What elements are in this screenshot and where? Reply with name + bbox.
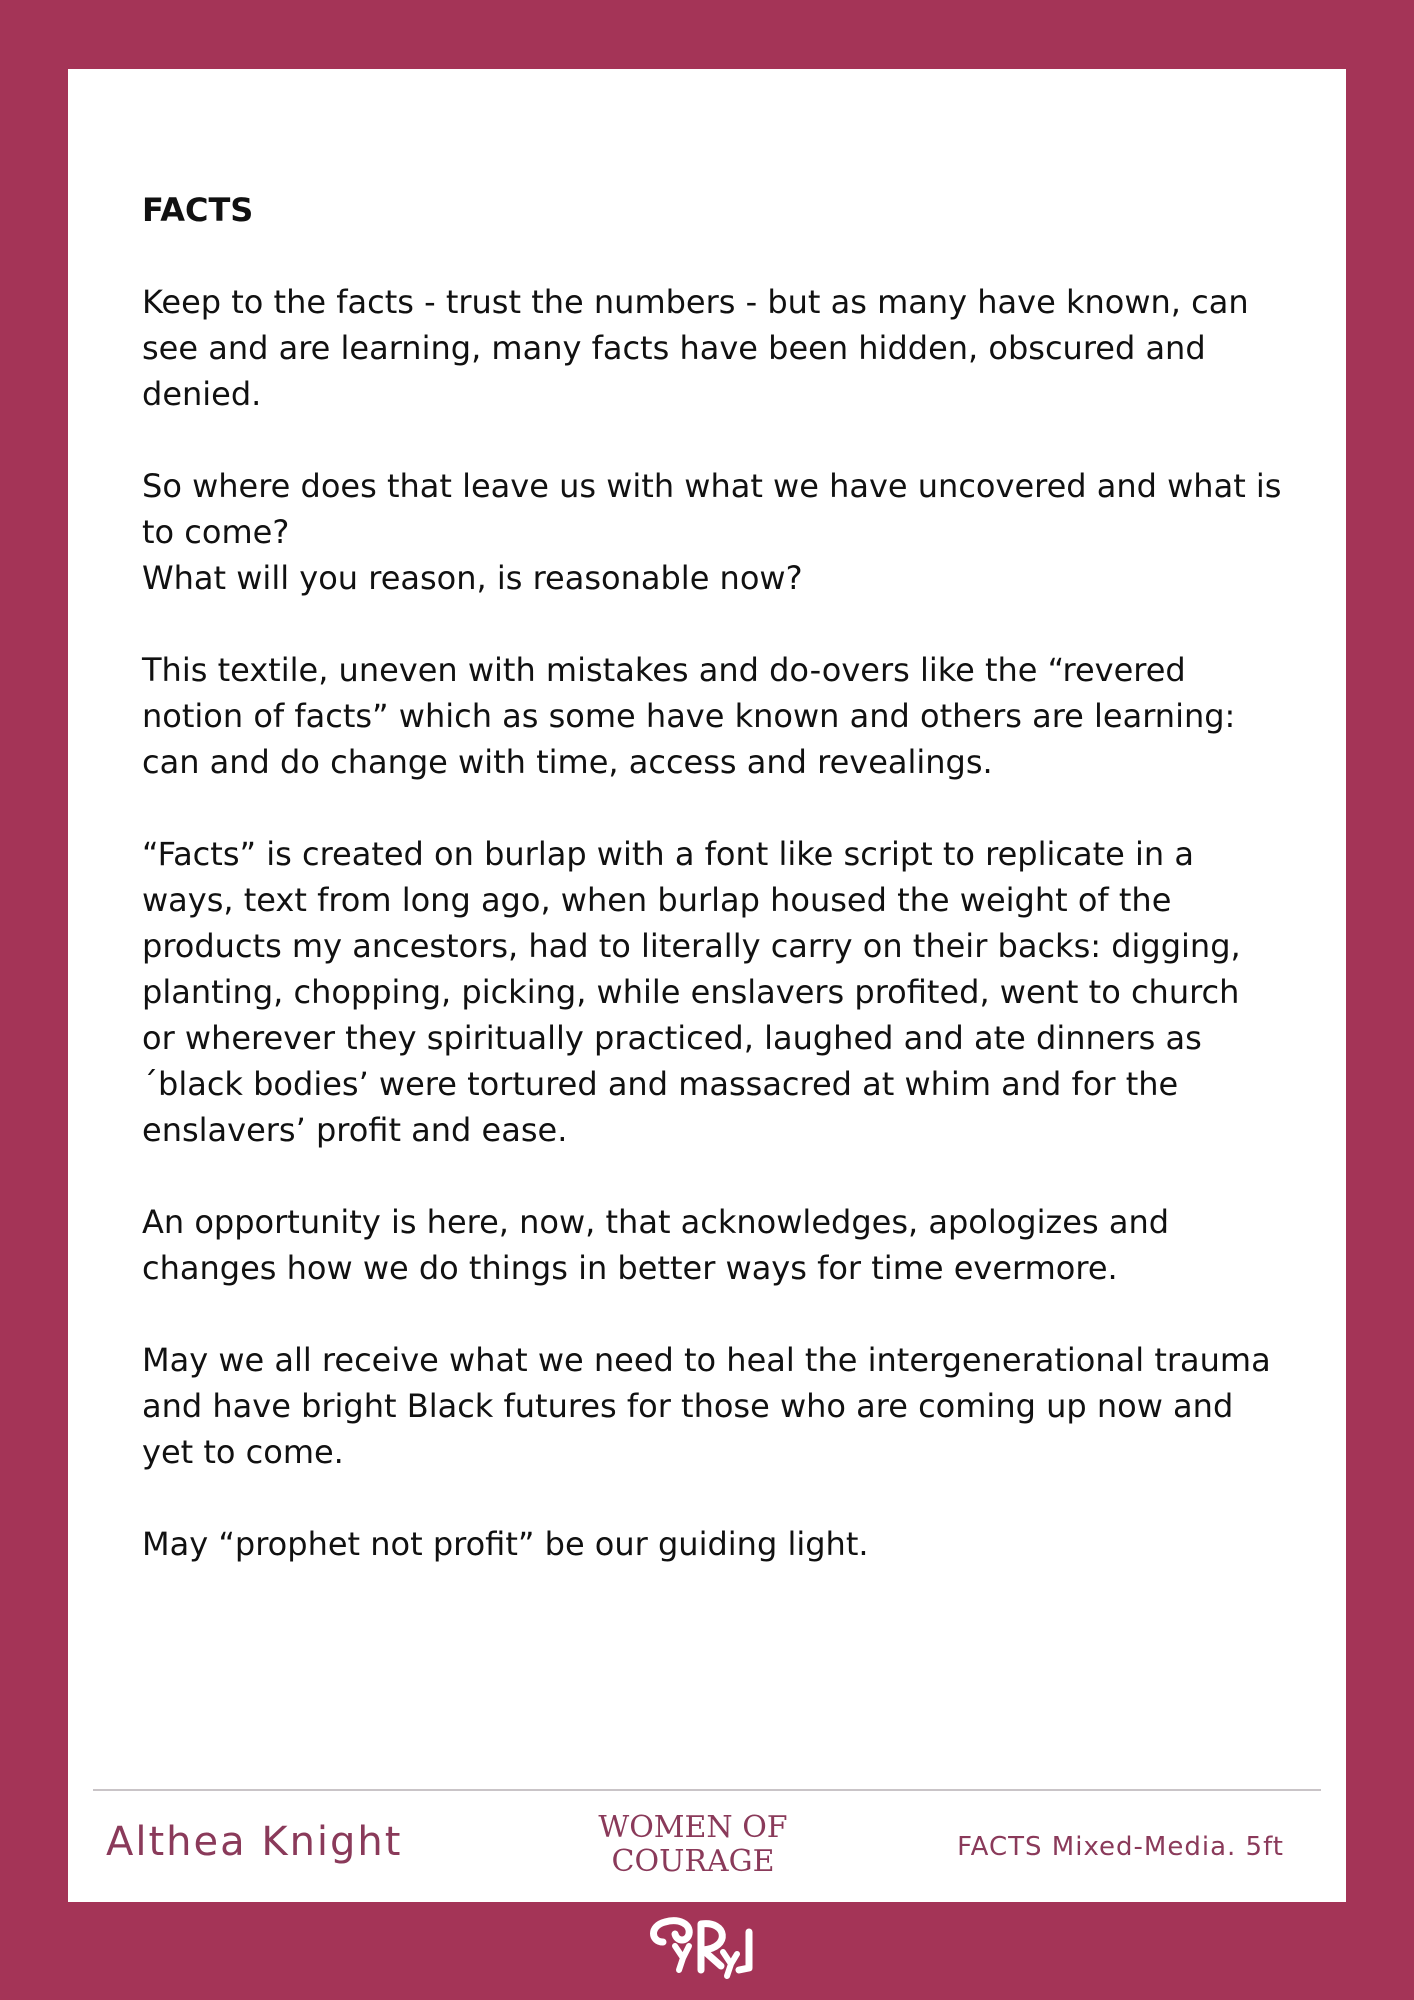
series-title-line-2: COURAGE <box>611 1844 775 1879</box>
paragraph-5 <box>142 1199 1282 1291</box>
series-title-line-1: WOMEN OF <box>598 1810 788 1845</box>
document-body <box>142 187 1282 1613</box>
paragraph-line: So where does that leave us with what we have uncovered and what is to come? <box>142 467 1282 551</box>
document-title: FACTS <box>142 191 254 229</box>
paragraph-4 <box>142 831 1282 1153</box>
paragraph-3 <box>142 647 1282 785</box>
paragraph-line: May “prophet not profit” be our guiding light. <box>142 1525 869 1563</box>
work-info: FACTS Mixed-Media. 5ft <box>957 1832 1284 1862</box>
paragraph-1 <box>142 279 1282 417</box>
signature-logo-icon <box>645 1912 769 1990</box>
document-card <box>68 69 1346 1902</box>
paragraph-line: This textile, uneven with mistakes and do-overs like the “revered notion of facts” which as some have known and others are learning: can and do change with time, access and revealings. <box>142 651 1236 781</box>
paragraph-line: Keep to the facts - trust the numbers - but as many have known, can see and are learning, many facts have been hidden, obscured and denied. <box>142 283 1249 413</box>
paragraph-line: What will you reason, is reasonable now? <box>142 559 803 597</box>
paragraph-6 <box>142 1337 1282 1475</box>
artist-name: Althea Knight <box>106 1819 403 1865</box>
paragraph-2 <box>142 463 1282 601</box>
paragraph-line: An opportunity is here, now, that acknowledges, apologizes and changes how we do things in better ways for time evermore. <box>142 1203 1170 1287</box>
paragraph-line: “Facts” is created on burlap with a font like script to replicate in a ways, text from long ago, when burlap housed the weight of the products my ancestors, had to literally carry on their backs: digging, planting, chopping, picking, while enslavers profited, went to church or wherever they spiritually practiced, laughed and ate dinners as ´black bodies’ were tortured and massacred at whim and for the enslavers’ profit and ease. <box>142 835 1241 1149</box>
paragraph-7 <box>142 1521 1282 1567</box>
series-title <box>573 1811 813 1879</box>
footer-divider <box>93 1789 1321 1791</box>
paragraph-line: May we all receive what we need to heal the intergenerational trauma and have bright Black futures for those who are coming up now and yet to come. <box>142 1341 1271 1471</box>
